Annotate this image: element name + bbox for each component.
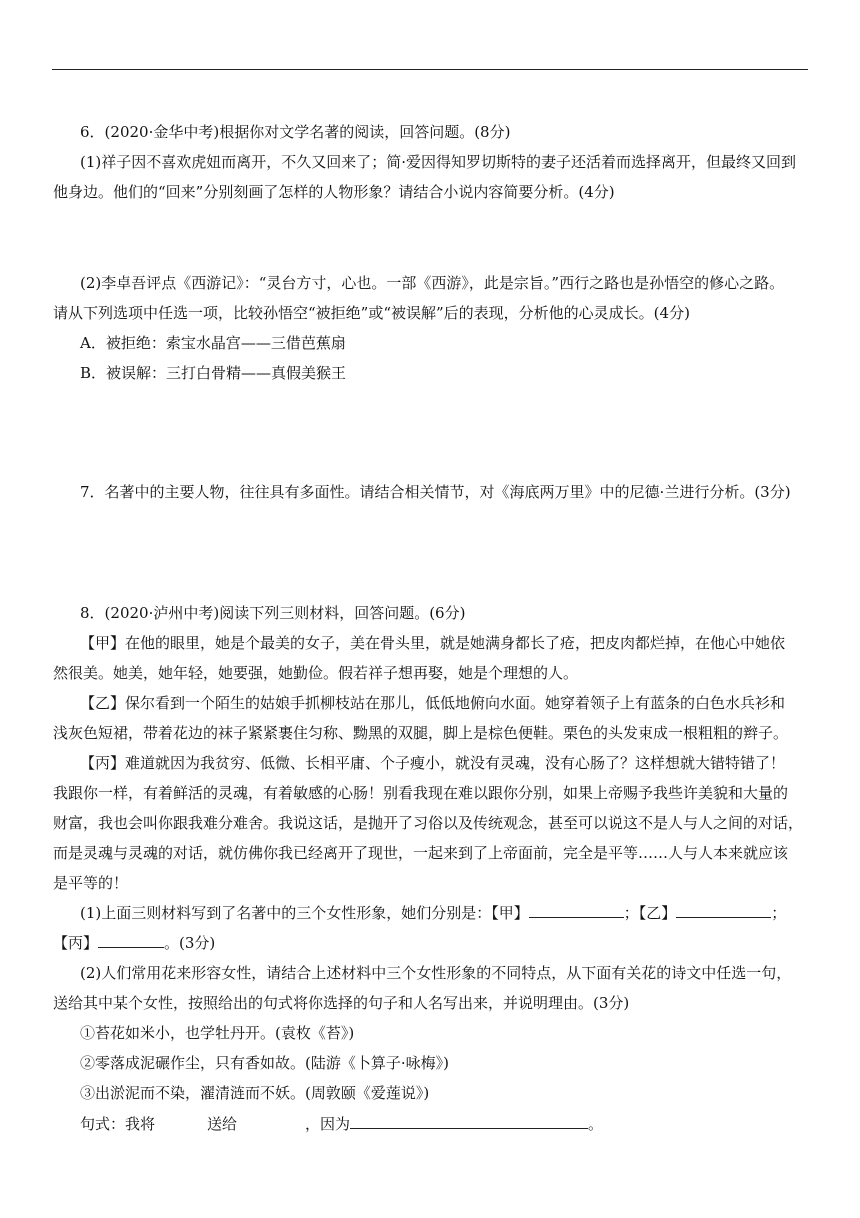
q8-bing-line5: 是平等的！ <box>53 874 129 892</box>
q8-bing-line2: 我跟你一样，有着鲜活的灵魂，有着敏感的心肠！别看我现在难以跟你分别，如果上帝赐予我些许美貌和大量的 <box>53 784 789 802</box>
q8-sub1-text-b: ；【乙】 <box>623 904 677 922</box>
q6-part1-line1: (1)祥子因不喜欢虎妞而离开，不久又回来了；简·爱因得知罗切斯特的妻子还活着而选择离开，但最终又回到 <box>80 153 797 171</box>
q8-sub1-text-e: 。(3分) <box>164 934 216 952</box>
pattern-text-a: 句式：我将 <box>80 1115 156 1133</box>
q8-bing-line1: 【丙】难道就因为我贫穷、低微、长相平庸、个子瘦小，就没有灵魂，没有心肠了？这样想就大错特错了！ <box>80 754 786 772</box>
q8-jia-line1: 【甲】在他的眼里，她是个最美的女子，美在骨头里，就是她满身都长了疮，把皮肉都烂掉，在他心中她依 <box>80 634 786 652</box>
q8-sub2-line2: 送给其中某个女性，按照给出的句式将你选择的句子和人名写出来，并说明理由。(3分) <box>53 994 630 1012</box>
q8-title: 8．(2020·泸州中考)阅读下列三则材料，回答问题。(6分) <box>80 604 466 622</box>
q7-title: 7．名著中的主要人物，往往具有多面性。请结合相关情节，对《海底两万里》中的尼德·兰进行分析。(3分) <box>80 483 791 501</box>
q6-part1-line2: 他身边。他们的“回来”分别刻画了怎样的人物形象？请结合小说内容简要分析。(4分) <box>53 183 615 201</box>
answer-blank-bing[interactable] <box>98 933 164 948</box>
pattern-text-b: 送给 <box>207 1115 238 1133</box>
answer-blank-jia[interactable] <box>529 903 624 918</box>
q8-bing-line3: 财富，我也会叫你跟我难分难舍。我说这话，是抛开了习俗以及传统观念，甚至可以说这不是人与人之间的对话， <box>53 814 804 832</box>
q6-part2-line2: 请从下列选项中任选一项，比较孙悟空“被拒绝”或“被误解”后的表现，分析他的心灵成长。(4分) <box>53 304 690 322</box>
q6-title: 6．(2020·金华中考)根据你对文学名著的阅读，回答问题。(8分) <box>80 123 511 141</box>
q6-option-b: B．被误解：三打白骨精——真假美猴王 <box>80 364 347 382</box>
pattern-text-d: 。 <box>588 1115 604 1133</box>
q6-part2-line1: (2)李卓吾评点《西游记》：“灵台方寸，心也。一部《西游》，此是宗旨。”西行之路也是孙悟空的修心之路。 <box>80 274 785 292</box>
pattern-text-c: ，因为 <box>305 1115 351 1133</box>
q8-bing-line4: 而是灵魂与灵魂的对话，就仿佛你我已经离开了现世，一起来到了上帝面前，完全是平等……人与人本来就应该 <box>53 844 789 862</box>
q8-yi-line2: 浅灰色短裙，带着花边的袜子紧紧裹住匀称、黝黑的双腿，脚上是棕色便鞋。栗色的头发束成一根粗粗的辫子。 <box>53 724 789 742</box>
answer-blank-yi[interactable] <box>676 903 771 918</box>
q8-jia-line2: 然很美。她美，她年轻，她要强，她勤俭。假若祥子想再娶，她是个理想的人。 <box>53 664 579 682</box>
q8-sub1-line1 <box>80 903 786 923</box>
q8-sentence-pattern <box>80 1114 603 1134</box>
q8-sub1-text-d: 【丙】 <box>53 934 99 952</box>
q8-poem-2: ②零落成泥碾作尘，只有香如故。(陆游《卜算子·咏梅》) <box>80 1054 449 1072</box>
q8-poem-3: ③出淤泥而不染，濯清涟而不妖。(周敦颐《爱莲说》) <box>80 1084 430 1102</box>
answer-blank-reason[interactable] <box>350 1114 588 1129</box>
q6-option-a: A．被拒绝：索宝水晶宫——三借芭蕉扇 <box>80 334 346 352</box>
q8-sub2-line1: (2)人们常用花来形容女性，请结合上述材料中三个女性形象的不同特点，从下面有关花的诗文中任选一句， <box>80 964 792 982</box>
q8-sub1-text-a: (1)上面三则材料写到了名著中的三个女性形象，她们分别是：【甲】 <box>80 904 529 922</box>
q8-yi-line1: 【乙】保尔看到一个陌生的姑娘手抓柳枝站在那儿，低低地俯向水面。她穿着领子上有蓝条的白色水兵衫和 <box>80 694 786 712</box>
q8-sub1-line2 <box>53 933 215 953</box>
q8-poem-1: ①苔花如米小，也学牡丹开。(袁枚《苔》) <box>80 1024 355 1042</box>
q8-sub1-text-c: ； <box>771 904 787 922</box>
header-rule <box>52 69 808 70</box>
